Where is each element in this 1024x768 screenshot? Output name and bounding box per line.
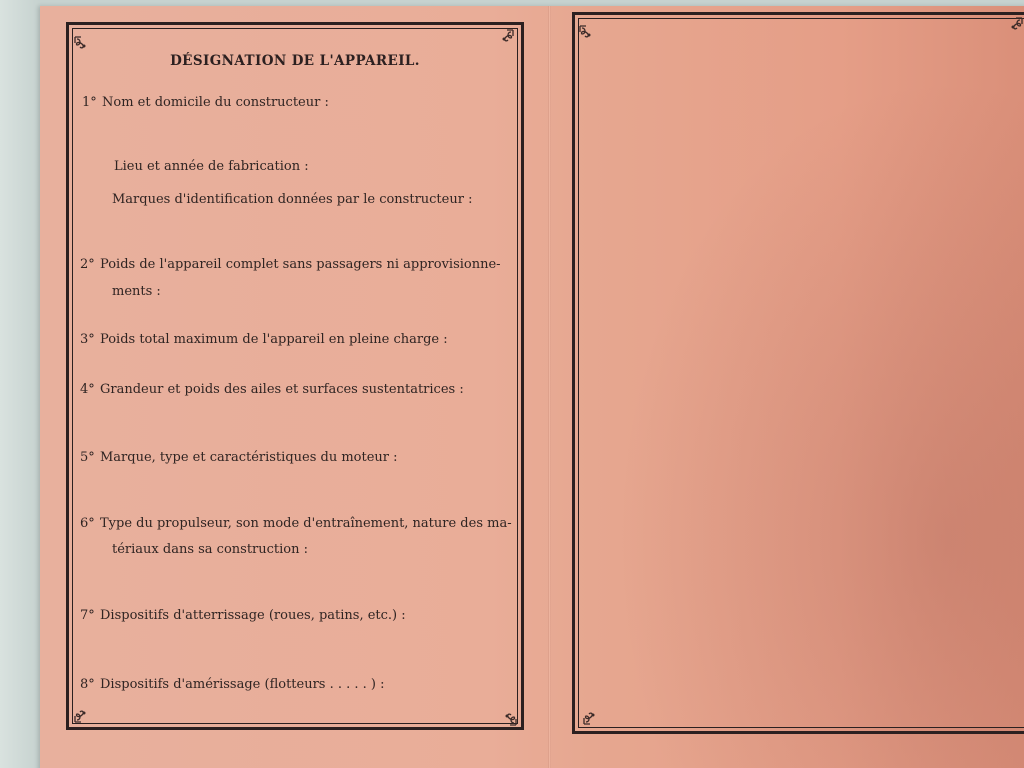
item-label: Marques d'identification données par le constructeur : (112, 192, 473, 207)
item-label: Nom et domicile du constructeur : (102, 95, 329, 110)
item-label: Type du propulseur, son mode d'entraînement, nature des ma- (100, 516, 512, 531)
item-label-continuation: tériaux dans sa construction : (112, 542, 309, 557)
form-item-2 (80, 252, 501, 278)
item-label: Lieu et année de fabrication : (114, 159, 309, 174)
fleuron-corner-icon (497, 28, 515, 46)
item-label: Poids total maximum de l'appareil en pleine charge : (100, 332, 448, 347)
form-item-2-continuation (112, 279, 161, 305)
item-label: Dispositifs d'amérissage (flotteurs . . . . . ) : (100, 677, 385, 692)
item-number: 3° (80, 332, 95, 347)
form-item-8 (80, 672, 385, 698)
page-fold (548, 6, 551, 768)
item-number: 2° (80, 257, 95, 272)
blank-right-page (580, 22, 1024, 722)
item-number: 7° (80, 608, 95, 623)
item-label: Marque, type et caractéristiques du moteur : (100, 450, 398, 465)
form-item-5 (80, 445, 398, 471)
item-number: 4° (80, 382, 95, 397)
form-item-6-continuation (112, 537, 308, 563)
item-label: Dispositifs d'atterrissage (roues, patins, etc.) : (100, 608, 406, 623)
fleuron-corner-icon (73, 35, 91, 53)
form-item-1 (82, 90, 329, 116)
item-number: 8° (80, 677, 95, 692)
form-item-7 (80, 603, 406, 629)
fleuron-corner-icon (500, 709, 518, 727)
item-number: 1° (82, 95, 97, 110)
item-label: Grandeur et poids des ailes et surfaces sustentatrices : (100, 382, 464, 397)
form-item-1-marks (112, 187, 472, 213)
form-item-6 (80, 511, 512, 537)
item-label-continuation: ments : (112, 284, 161, 299)
form-item-4 (80, 377, 464, 403)
form-title: DÉSIGNATION DE L'APPAREIL. (170, 53, 420, 69)
fleuron-corner-icon (73, 706, 91, 724)
form-item-3 (80, 327, 448, 353)
form-item-1-location (114, 154, 309, 180)
item-number: 6° (80, 516, 95, 531)
item-label: Poids de l'appareil complet sans passagers ni approvisionne- (100, 257, 501, 272)
item-number: 5° (80, 450, 95, 465)
